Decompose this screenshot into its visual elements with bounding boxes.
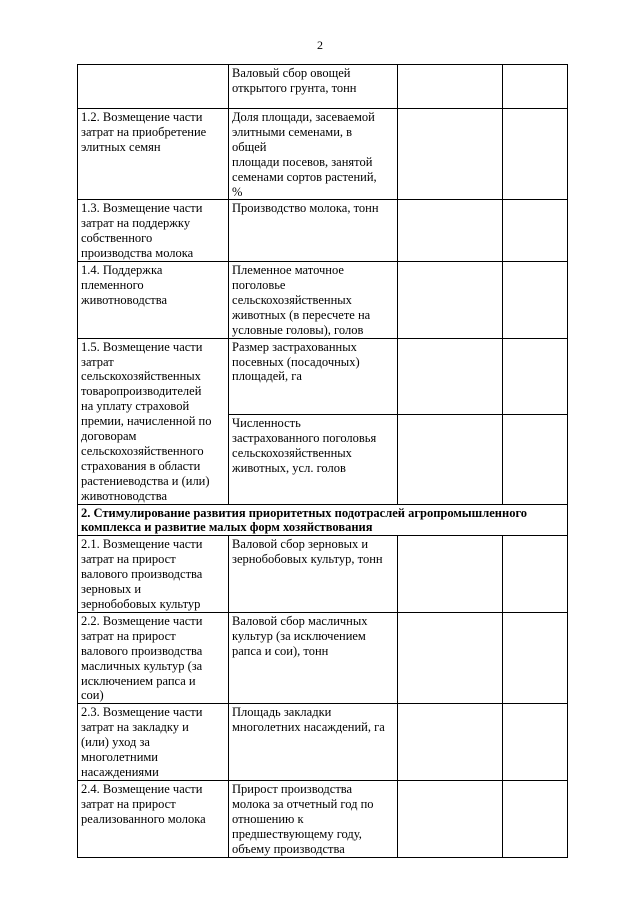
cell-text-line: (или) уход за: [81, 735, 150, 750]
cell-text-line: 2. Стимулирование развития приоритетных подотраслей агропромышленного: [81, 505, 528, 520]
cell-text-line: затрат на прирост: [81, 797, 176, 812]
measure-cell: [78, 704, 229, 781]
cell-text-line: застрахованного поголовья: [232, 430, 377, 445]
cell-text-line: животных (в пересчете на: [232, 307, 371, 322]
cell-text-line: отношению к: [232, 812, 304, 827]
value-cell: [503, 200, 568, 262]
indicator-cell: [229, 536, 398, 613]
cell-text-line: масличных культур (за: [81, 658, 203, 673]
cell-text-line: условные головы), голов: [232, 322, 364, 337]
cell-text-line: племенного: [81, 277, 144, 292]
cell-text-line: затрат: [81, 354, 114, 369]
value-cell: [398, 612, 503, 703]
table-row: [78, 200, 568, 262]
value-cell: [503, 262, 568, 339]
cell-text-line: Валовой сбор масличных: [232, 613, 368, 628]
cell-text-line: многолетними: [81, 750, 158, 765]
indicator-cell: [229, 781, 398, 858]
value-cell: [398, 65, 503, 109]
cell-text-line: договорам: [81, 429, 137, 444]
page-number: 2: [317, 38, 323, 52]
measure-cell: [78, 612, 229, 703]
cell-text-line: производства молока: [81, 246, 194, 261]
cell-text-line: зернобобовых культур: [81, 597, 201, 611]
cell-text-line: зернобобовых культур, тонн: [232, 552, 383, 567]
cell-text-line: 2.1. Возмещение части: [81, 537, 203, 552]
cell-text-line: %: [232, 184, 243, 199]
cell-text-line: предшествующему году,: [232, 827, 362, 842]
value-cell: [398, 109, 503, 200]
table-row: [78, 65, 568, 109]
cell-text-line: растениеводства и (или): [81, 473, 210, 488]
table-row: [78, 704, 568, 781]
cell-text-line: Племенное маточное: [232, 263, 344, 278]
value-cell: [398, 338, 503, 414]
cell-text-line: объему производства: [232, 841, 345, 856]
cell-text-line: валового производства: [81, 643, 203, 658]
cell-text-line: 1.2. Возмещение части: [81, 110, 203, 124]
cell-text-line: общей: [232, 139, 267, 154]
cell-text-line: 1.5. Возмещение части: [81, 339, 203, 354]
cell-text-line: сельскохозяйственных: [232, 445, 352, 460]
cell-text-line: Валовый сбор овощей: [232, 66, 351, 80]
cell-text-line: культур (за исключением: [232, 628, 366, 643]
indicator-cell: [229, 65, 398, 109]
cell-text-line: сои): [81, 688, 104, 703]
cell-text-line: площади посевов, занятой: [232, 154, 373, 169]
value-cell: [398, 536, 503, 613]
indicator-cell: [229, 612, 398, 703]
value-cell: [398, 781, 503, 858]
table-row: [78, 109, 568, 200]
value-cell: [503, 338, 568, 414]
cell-text-line: Доля площади, засеваемой: [232, 110, 375, 124]
cell-text-line: товаропроизводителей: [81, 384, 202, 399]
cell-text-line: 2.3. Возмещение части: [81, 705, 203, 720]
cell-text-line: элитными семенами, в: [232, 124, 353, 139]
cell-text-line: валового производства: [81, 567, 203, 582]
indicator-cell: [229, 338, 398, 414]
value-cell: [503, 781, 568, 858]
value-cell: [398, 262, 503, 339]
cell-text-line: открытого грунта, тонн: [232, 80, 357, 95]
cell-text-line: поголовье: [232, 277, 286, 292]
measure-cell: [78, 262, 229, 339]
value-cell: [503, 414, 568, 504]
cell-text-line: посевных (посадочных): [232, 354, 360, 369]
cell-text-line: затрат на закладку и: [81, 720, 189, 735]
cell-text-line: зерновых и: [81, 582, 142, 597]
cell-text-line: исключением рапса и: [81, 673, 196, 688]
cell-text-line: рапса и сои), тонн: [232, 643, 329, 658]
indicators-table: [77, 64, 568, 858]
cell-text-line: насаждениями: [81, 764, 159, 779]
cell-text-line: 2.2. Возмещение части: [81, 613, 203, 628]
table-row: [78, 262, 568, 339]
indicator-cell: [229, 200, 398, 262]
cell-text-line: животных, усл. голов: [232, 460, 346, 475]
cell-text-line: Размер застрахованных: [232, 339, 357, 354]
value-cell: [398, 704, 503, 781]
cell-text-line: многолетних насаждений, га: [232, 720, 385, 735]
cell-text-line: Прирост производства: [232, 782, 353, 797]
cell-text-line: комплекса и развитие малых форм хозяйствования: [81, 520, 373, 535]
cell-text-line: Валовой сбор зерновых и: [232, 537, 369, 552]
measure-cell: [78, 781, 229, 858]
measure-cell: [78, 65, 229, 109]
indicator-cell: [229, 109, 398, 200]
indicator-cell: [229, 414, 398, 504]
value-cell: [503, 612, 568, 703]
measure-cell: [78, 338, 229, 504]
value-cell: [398, 414, 503, 504]
cell-text-line: реализованного молока: [81, 812, 206, 827]
cell-text-line: Производство молока, тонн: [232, 201, 379, 216]
measure-cell: [78, 200, 229, 262]
cell-text-line: премии, начисленной по: [81, 414, 212, 429]
table-row: [78, 781, 568, 858]
table-row: [78, 612, 568, 703]
cell-text-line: элитных семян: [81, 139, 161, 154]
cell-text-line: Площадь закладки: [232, 705, 332, 720]
table-row: [78, 338, 568, 414]
value-cell: [503, 109, 568, 200]
cell-text-line: животноводства: [81, 292, 167, 307]
value-cell: [398, 200, 503, 262]
measure-cell: [78, 109, 229, 200]
cell-text-line: 2.4. Возмещение части: [81, 782, 203, 797]
value-cell: [503, 536, 568, 613]
value-cell: [503, 65, 568, 109]
section-heading: [78, 504, 568, 536]
cell-text-line: молока за отчетный год по: [232, 797, 374, 812]
measure-cell: [78, 536, 229, 613]
cell-text-line: сельскохозяйственного: [81, 443, 204, 458]
value-cell: [503, 704, 568, 781]
cell-text-line: затрат на поддержку: [81, 216, 191, 231]
cell-text-line: 1.4. Поддержка: [81, 263, 163, 278]
cell-text-line: затрат на прирост: [81, 628, 176, 643]
section-row: [78, 504, 568, 536]
cell-text-line: затрат на приобретение: [81, 124, 207, 139]
cell-text-line: Численность: [232, 415, 301, 430]
cell-text-line: семенами сортов растений,: [232, 169, 377, 184]
cell-text-line: площадей, га: [232, 369, 302, 384]
cell-text-line: на уплату страховой: [81, 399, 190, 414]
cell-text-line: собственного: [81, 231, 153, 246]
cell-text-line: животноводства: [81, 488, 167, 503]
cell-text-line: страхования в области: [81, 458, 201, 473]
cell-text-line: сельскохозяйственных: [81, 369, 201, 384]
cell-text-line: 1.3. Возмещение части: [81, 201, 203, 216]
indicator-cell: [229, 704, 398, 781]
indicator-cell: [229, 262, 398, 339]
table-row: [78, 536, 568, 613]
cell-text-line: сельскохозяйственных: [232, 292, 352, 307]
cell-text-line: затрат на прирост: [81, 552, 176, 567]
